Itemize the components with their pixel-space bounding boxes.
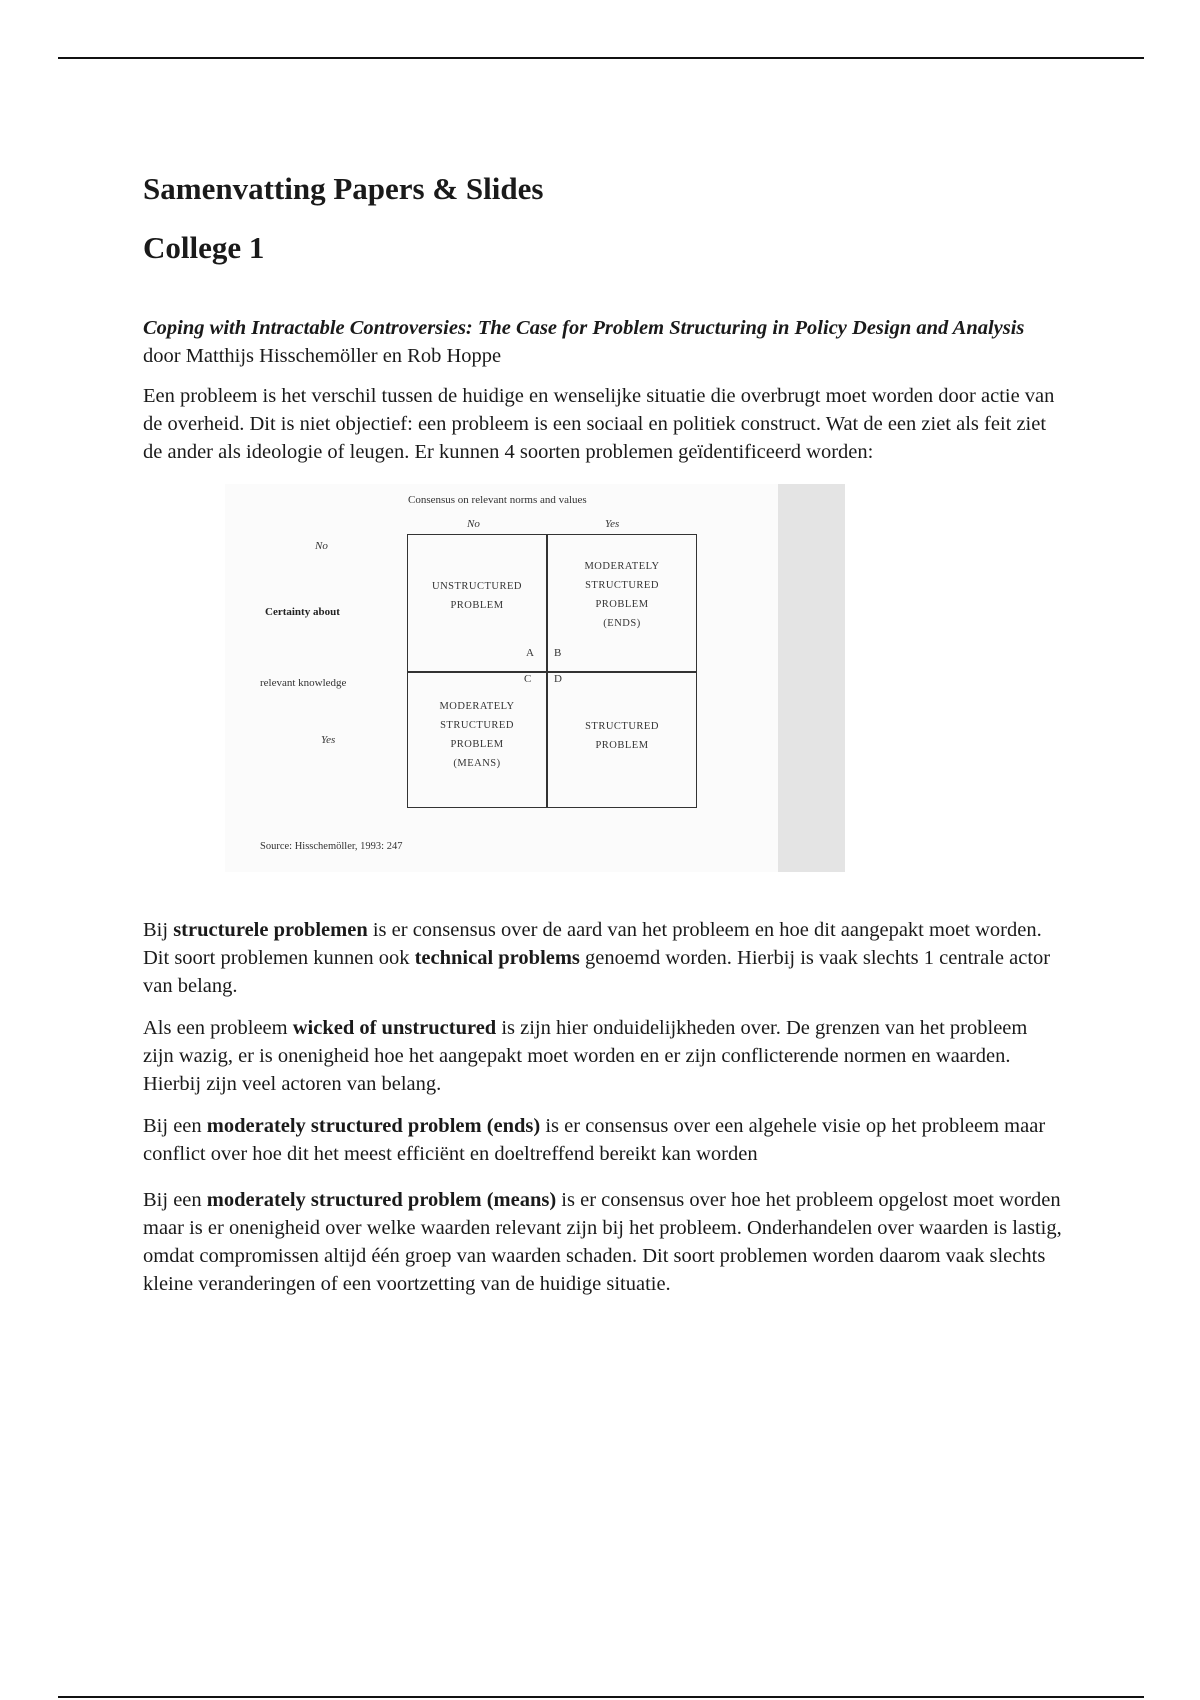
document-body (143, 160, 1063, 1298)
cell-structured-problem: STRUCTURED PROBLEM (585, 721, 659, 752)
intro-paragraph: Een probleem is het verschil tussen de huidige en wenselijke situatie die overbrugt moet worden door actie van de overheid. Dit is niet objectief: een probleem is een sociaal en politiek construct. Wat de een ziet als feit ziet de ander als ideologie of leugen. Er kunnen 4 soorten problemen geïdentificeerd worden: (143, 385, 1055, 464)
problem-typology-figure (225, 484, 845, 872)
cell-unstructured-problem: UNSTRUCTURED PROBLEM (431, 581, 522, 612)
figure-scan-margin (778, 484, 845, 872)
paragraph-moderately-ends: Bij een moderately structured problem (ends) is er consensus over een algehele visie op het probleem maar conflict over hoe dit het meest efficiënt en doeltreffend bereikt kan worden (143, 1115, 1046, 1166)
matrix-horizontal-divider (408, 671, 696, 673)
document-title: Samenvatting Papers & Slides (143, 171, 544, 206)
cell-letter-b: B (554, 647, 562, 660)
cell-moderately-structured-ends: MODERATELY STRUCTURED PROBLEM (ENDS) (584, 561, 660, 630)
section-heading: College 1 (143, 230, 265, 266)
figure-col-no: No (467, 518, 480, 531)
paper-title: Coping with Intractable Controversies: The Case for Problem Structuring in Policy Design and Analysis (143, 317, 1025, 340)
cell-letter-c: C (524, 673, 532, 686)
cell-letter-d: D (554, 673, 562, 686)
figure-side-label-2: relevant knowledge (260, 677, 347, 690)
figure-col-yes: Yes (605, 518, 620, 531)
cell-moderately-structured-means: MODERATELY STRUCTURED PROBLEM (MEANS) (439, 701, 515, 770)
paragraph-moderately-means: Bij een moderately structured problem (means) is er consensus over hoe het probleem opgelost moet worden maar is er onenigheid over welke waarden relevant zijn bij het probleem. Onderhandelen over waarden is lastig, omdat compromissen altijd één groep van waarden schaden. Dit soort problemen worden daarom vaak slechts kleine veranderingen of een voortzetting van de huidige situatie. (143, 1189, 1062, 1296)
cell-letter-a: A (526, 647, 534, 660)
paragraph-structured-problems: Bij structurele problemen is er consensus over de aard van het probleem en hoe dit aangepakt moet worden. Dit soort problemen kunnen ook technical problems genoemd worden. Hierbij is vaak slechts 1 centrale actor van belang. (143, 919, 1051, 998)
paper-reference (143, 314, 1063, 370)
figure-row-no: No (315, 540, 328, 553)
top-rule (58, 57, 1144, 59)
paper-authors: door Matthijs Hisschemöller en Rob Hoppe (143, 345, 502, 368)
paragraph-wicked-problems: Als een probleem wicked of unstructured is zijn hier onduidelijkheden over. De grenzen van het probleem zijn wazig, er is onenigheid hoe het aangepakt moet worden en er zijn conflicterende normen en waarden. Hierbij zijn veel actoren van belang. (143, 1017, 1028, 1096)
figure-top-label: Consensus on relevant norms and values (408, 494, 587, 507)
figure-row-yes: Yes (321, 734, 336, 747)
bottom-rule (58, 1696, 1144, 1698)
typology-matrix (407, 534, 697, 808)
figure-source: Source: Hisschemöller, 1993: 247 (260, 841, 403, 853)
figure-side-label-1: Certainty about (265, 606, 340, 619)
